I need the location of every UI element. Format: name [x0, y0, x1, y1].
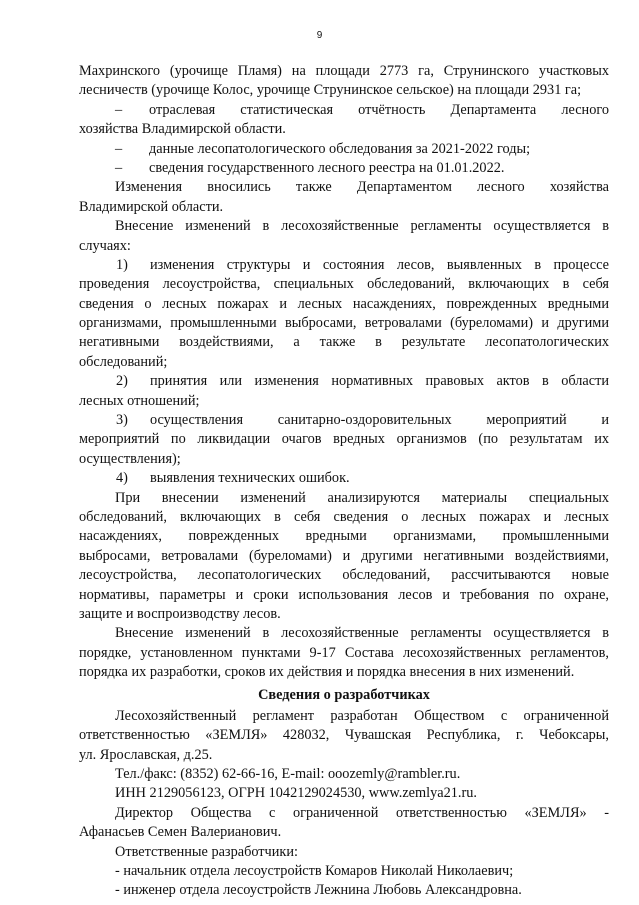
text-line: Директор Общества с ограниченной ответственностью «ЗЕМЛЯ» - — [115, 804, 609, 821]
text-line: защите и воспроизводству лесов. — [79, 605, 281, 622]
text-line: осуществления санитарно-оздоровительных мероприятий и — [150, 412, 609, 429]
text-line: Махринского (урочище Пламя) на площади 2773 га, Струнинского участковых — [79, 63, 609, 79]
text-line: Изменения вносились также Департаментом лесного хозяйства — [115, 179, 609, 196]
text-line: изменения структуры и состояния лесов, выявленных в процессе — [150, 256, 609, 273]
text-line: принятия или изменения нормативных правовых актов в области — [150, 373, 609, 390]
text-line: сведения о лесных пожарах и лесных насаждениях, поврежденных вредными — [79, 295, 609, 312]
paragraph-continuation — [79, 62, 609, 101]
contacts-registration-ids: ИНН 2129056123, ОГРН 1042129024530, www.zemlya21.ru. — [115, 785, 477, 802]
dash-marker: – — [115, 140, 123, 157]
dash-list-item — [79, 140, 609, 159]
text-line: отраслевая статистическая отчётность Департамента лесного — [149, 101, 609, 118]
responsible-person: - инженер отдела лесоустройств Лежнина Любовь Александровна. — [115, 882, 522, 899]
text-line: организмами, промышленными выбросами, ветровалами (буреломами) и другими — [79, 315, 609, 332]
responsible-person: - начальник отдела лесоустройств Комаров Николай Николаевич; — [115, 863, 514, 880]
dash-marker: – — [115, 101, 123, 118]
paragraph — [79, 217, 609, 256]
text-line: ответственностью «ЗЕМЛЯ» 428032, Чувашская Республика, г. Чебоксары, — [79, 727, 609, 744]
text-line: выявления технических ошибок. — [150, 470, 350, 487]
list-number: 2) — [116, 373, 128, 390]
text-line: проведения лесоустройства, специальных обследований, включающих в себя — [79, 276, 609, 293]
text-line: обследований; — [79, 353, 168, 370]
list-number: 3) — [116, 412, 128, 429]
numbered-list-item — [79, 411, 609, 469]
text-line: обследований, включающих в себя сведения о лесных пожарах и лесных — [79, 508, 609, 525]
dash-list-item — [79, 159, 609, 178]
text-line: данные лесопатологического обследования за 2021-2022 годы; — [149, 140, 531, 157]
text-line: Внесение изменений в лесохозяйственные регламенты осуществляется в — [115, 625, 609, 642]
list-number: 4) — [116, 470, 128, 487]
section-heading: Сведения о разработчиках — [258, 686, 430, 703]
text-line: При внесении изменений анализируются материалы специальных — [115, 489, 609, 506]
page-number: 9 — [316, 30, 323, 41]
text-line: Афанасьев Семен Валерианович. — [79, 824, 282, 841]
text-line: порядка их разработки, сроков их действия и порядка внесения в них изменений. — [79, 664, 575, 681]
text-line: лесоустройства, лесопатологических обследований, рассчитываются новые — [79, 567, 609, 584]
document-body — [79, 62, 609, 901]
text-line: нормативы, параметры и сроки использования лесов и требования по охране, — [79, 586, 609, 603]
text-line: негативными воздействиями, а также в результате лесопатологических — [79, 334, 609, 351]
paragraph — [79, 178, 609, 217]
text-line: Владимирской области. — [79, 198, 224, 215]
text-line: осуществления); — [79, 450, 181, 467]
text-line: лесных отношений; — [79, 392, 200, 409]
text-line: сведения государственного лесного реестра на 01.01.2022. — [149, 159, 505, 176]
text-line: Лесохозяйственный регламент разработан Обществом с ограниченной — [115, 707, 609, 724]
text-line: хозяйства Владимирской области. — [79, 121, 286, 138]
responsible-title: Ответственные разработчики: — [115, 843, 298, 860]
dash-list-item — [79, 101, 609, 140]
dash-marker: – — [115, 159, 123, 176]
text-line: насаждениях, поврежденных вредными организмами, промышленными — [79, 528, 609, 545]
text-line: Внесение изменений в лесохозяйственные регламенты осуществляется в — [115, 218, 609, 235]
text-line: случаях: — [79, 237, 131, 254]
paragraph — [79, 804, 609, 843]
paragraph — [79, 707, 609, 765]
text-line: лесничеств (урочище Колос, урочище Струнинское сельское) на площади 2931 га; — [79, 82, 582, 99]
text-line: выбросами, ветровалами (буреломами) и другими негативными воздействиями, — [79, 547, 609, 564]
numbered-list-item — [79, 256, 609, 372]
contacts-phone-email: Тел./факс: (8352) 62-66-16, E-mail: ooozemly@rambler.ru. — [115, 766, 461, 783]
text-line: ул. Ярославская, д.25. — [79, 746, 213, 763]
numbered-list-item — [79, 469, 609, 488]
list-number: 1) — [116, 256, 128, 273]
text-line: порядке, установленном пунктами 9-17 Состава лесохозяйственных регламентов, — [79, 644, 609, 661]
paragraph — [79, 489, 609, 625]
text-line: мероприятий по ликвидации очагов вредных организмов (по результатам их — [79, 431, 609, 448]
paragraph — [79, 624, 609, 682]
numbered-list-item — [79, 372, 609, 411]
